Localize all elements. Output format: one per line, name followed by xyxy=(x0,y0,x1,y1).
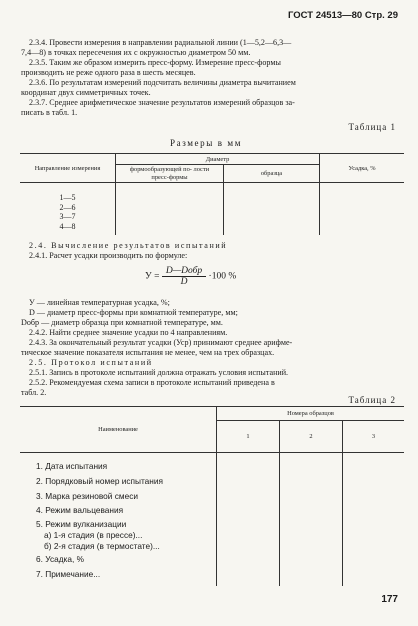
table1-row-label: 4—8 xyxy=(59,221,76,231)
table2-row-label: 2. Порядковый номер испытания xyxy=(36,475,164,486)
section-2-5-heading: 2.5. Протокол испытаний xyxy=(29,358,153,367)
table2-row-label: 6. Усадка, % xyxy=(36,554,84,565)
table1-col-diameter: Диаметр xyxy=(116,154,320,165)
table2-row-label: а) 1-я стадия (в прессе)... xyxy=(44,530,143,541)
table2-cell xyxy=(343,453,405,587)
page-number: 177 xyxy=(381,594,398,605)
table1-row-label: 3—7 xyxy=(59,212,76,221)
definition-u: У — линейная температурная усадка, %; xyxy=(29,298,170,307)
table-2 xyxy=(20,406,404,586)
paragraph-2-5-2: 2.5.2. Рекомендуемая схема записи в протоколе испытаний приведена в xyxy=(29,378,275,387)
definition-dobr: Dобр — диаметр образца при комнатной температуре, мм. xyxy=(21,318,223,327)
paragraph-2-3-7-cont: писать в табл. 1. xyxy=(21,108,78,117)
table2-sample-col: 2 xyxy=(280,421,343,453)
table2-col-name: Наименование xyxy=(20,407,217,453)
table2-row-label: 4. Режим вальцевания xyxy=(36,505,124,516)
paragraph-2-3-5: 2.3.5. Таким же образом измерить пресс-форму. Измерение пресс-формы xyxy=(29,58,281,67)
table-1 xyxy=(20,153,404,235)
table2-cell xyxy=(280,453,343,587)
table1-col-mold: формообразующей по- лости пресс-формы xyxy=(116,165,224,183)
paragraph-2-3-7: 2.3.7. Среднее арифметическое значение результатов измерений образцов за- xyxy=(29,98,295,107)
paragraph-2-3-6-cont: координат двух симметричных точек. xyxy=(21,88,151,97)
table1-col-shrink: Усадка, % xyxy=(320,154,405,183)
table2-row-names xyxy=(20,453,217,587)
table2-caption: Таблица 2 xyxy=(348,395,396,405)
paragraph-2-5-1: 2.5.1. Запись в протоколе испытаний должна отражать условия испытаний. xyxy=(29,368,289,377)
table1-row-label: 1—5 xyxy=(59,193,76,202)
paragraph-2-4-1: 2.4.1. Расчет усадки производить по формуле: xyxy=(29,251,188,260)
section-2-4-heading: 2.4. Вычисление результатов испытаний xyxy=(29,241,228,250)
table2-row-label: 7. Примечание... xyxy=(36,568,101,579)
paragraph-2-4-3: 2.4.3. За окончательный результат усадки (Уср) принимают среднее арифме- xyxy=(29,338,293,347)
table2-cell xyxy=(217,453,280,587)
table1-col-sample: образца xyxy=(224,165,320,183)
paragraph-2-5-2-cont: табл. 2. xyxy=(21,388,47,397)
table2-row-label: 3. Марка резиновой смеси xyxy=(36,490,138,501)
table1-row-label: 2—6 xyxy=(59,202,76,212)
table2-row-label: 1. Дата испытания xyxy=(36,461,108,471)
paragraph-2-4-3-cont: тическое значение показателя испытания не менее, чем на трех образцах. xyxy=(21,348,275,357)
table1-cell xyxy=(116,183,224,236)
table1-col-direction: Направление измерения xyxy=(20,154,116,183)
table2-row-label: б) 2-я стадия (в термостате)... xyxy=(44,541,160,552)
paragraph-2-3-6: 2.3.6. По результатам измерений подсчитать величины диаметра вычитанием xyxy=(29,78,296,87)
table2-row-label: 5. Режим вулканизации xyxy=(36,519,127,530)
formula-fraction: $\frac{\text{D—Dобр}}{D}$ xyxy=(162,266,206,287)
shrinkage-formula: У = $\frac{\text{D—Dобр}}{D}$ ·100 % xyxy=(145,266,237,287)
paragraph-2-4-2: 2.4.2. Найти среднее значение усадки по 4 направлениям. xyxy=(29,328,228,337)
table2-sample-col: 1 xyxy=(217,421,280,453)
table1-caption: Таблица 1 xyxy=(348,122,396,132)
paragraph-2-3-4: 2.3.4. Провести измерения в направлении радиальной линии (1—5,2—6,3— xyxy=(29,38,292,47)
table2-sample-col: 3 xyxy=(343,421,405,453)
table1-title: Размеры в мм xyxy=(170,138,243,148)
table2-col-samples: Номера образцов xyxy=(217,407,405,421)
table1-cell xyxy=(320,183,405,236)
table1-cell xyxy=(224,183,320,236)
paragraph-2-3-4-cont: 7,4—8) в точках пересечения их с окружностью диаметром 50 мм. xyxy=(21,48,251,57)
definition-d: D — диаметр пресс-формы при комнатной температуре, мм; xyxy=(29,308,238,317)
paragraph-2-3-5-cont: производить не реже одного раза в шесть месяцев. xyxy=(21,68,196,77)
table1-rows xyxy=(20,183,116,236)
page-header: ГОСТ 24513—80 Стр. 29 xyxy=(287,10,398,21)
